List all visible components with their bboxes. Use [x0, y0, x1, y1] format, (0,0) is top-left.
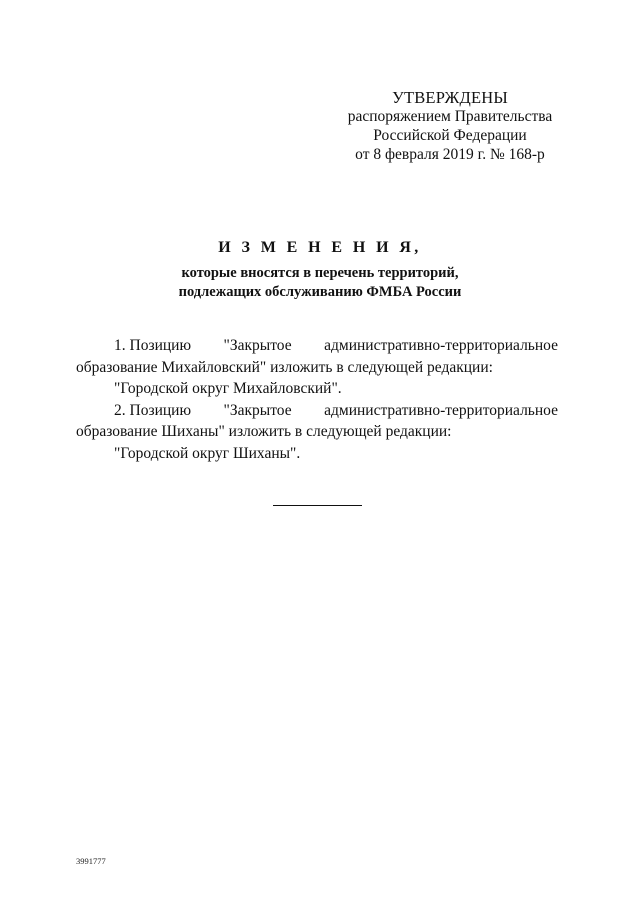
- approval-line-2: Российской Федерации: [373, 127, 527, 144]
- item-number-text: 2. Позицию: [114, 401, 192, 419]
- heading-title: И З М Е Н Е Н И Я,: [218, 239, 422, 256]
- item-quote-line: "Городской округ Шиханы".: [114, 444, 301, 462]
- approval-block: [340, 88, 560, 164]
- item-term-text: административно-территориальное: [324, 401, 558, 419]
- list-item: [76, 335, 558, 400]
- document-body: [76, 335, 558, 464]
- approval-line-1: распоряжением Правительства: [347, 108, 553, 125]
- approval-line-3: от 8 февраля 2019 г. № 168-р: [355, 146, 545, 163]
- document-number: 3991777: [76, 856, 106, 866]
- document-heading: [0, 238, 640, 302]
- item-term-text: административно-территориальное: [324, 337, 558, 354]
- end-separator-line: [273, 505, 362, 506]
- item-second-line: образование Михайловский" изложить в следующей редакции:: [76, 358, 493, 376]
- heading-subtitle-2: подлежащих обслуживанию ФМБА России: [178, 284, 462, 300]
- item-quote-open-text: "Закрытое: [223, 337, 292, 354]
- item-first-line: [76, 335, 558, 357]
- item-second-line: образование Шиханы" изложить в следующей редакции:: [76, 423, 452, 440]
- list-item: [76, 400, 558, 465]
- item-number-text: 1. Позицию: [114, 337, 192, 354]
- item-quote-open-text: "Закрытое: [223, 401, 292, 419]
- item-quote-line: "Городской округ Михайловский".: [114, 380, 342, 397]
- heading-subtitle-1: которые вносятся в перечень территорий,: [181, 265, 459, 281]
- approval-title: УТВЕРЖДЕНЫ: [392, 88, 508, 107]
- item-first-line: [76, 400, 558, 422]
